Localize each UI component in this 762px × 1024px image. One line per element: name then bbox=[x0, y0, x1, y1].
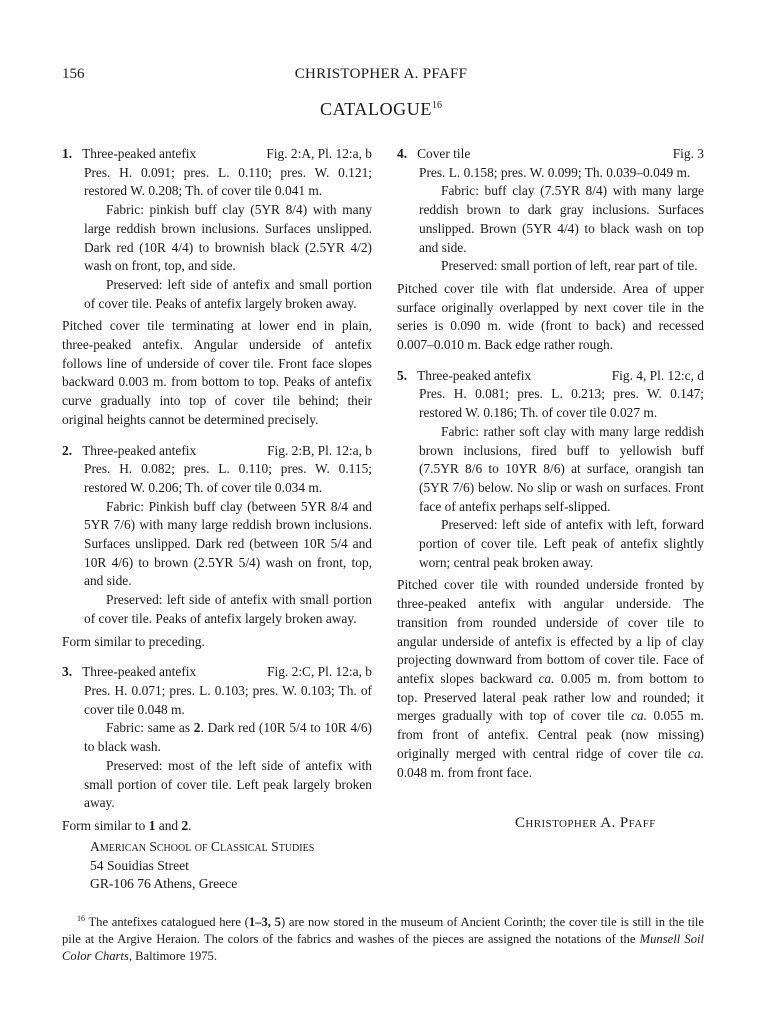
figure-reference: Fig. 2:A, Pl. 12:a, b bbox=[266, 146, 372, 161]
preserved: Preserved: left side of antefix and small portion of cover tile. Peaks of antefix largely broken away. bbox=[84, 276, 372, 311]
footnote-text: ) are now stored in the museum of Ancient Corinth; the cover tile is still in the tile pile at the Argive Heraion. The colors of the fabrics and washes of the pieces are assigned the notations of the bbox=[62, 915, 705, 947]
circa-abbrev: ca. bbox=[538, 670, 555, 686]
description: Pitched cover tile terminating at lower end in plain, three-peaked antefix. Angular underside of antefix follows line of underside of cover tile. Front face slopes backward 0.003 m. from bottom to top. Peaks of antefix curve gradually into top of cover tile behind; their original heights cannot be determined precisely. bbox=[62, 318, 372, 427]
entry-number: 5. bbox=[397, 367, 408, 383]
preserved: Preserved: left side of antefix with left, forward portion of cover tile. Left peak of antefix slightly worn; central peak broken away. bbox=[419, 517, 704, 570]
entry-cross-reference: 1–3, 5 bbox=[248, 915, 281, 930]
description-text: 0.055 m. from front of antefix. Central peak (now missing) originally merged with central ridge of cover tile bbox=[397, 708, 704, 761]
entry-name: Three-peaked antefix bbox=[82, 664, 197, 680]
catalogue-entry-1 bbox=[62, 145, 372, 430]
entry-number: 2. bbox=[62, 442, 73, 458]
catalogue-entry-2 bbox=[62, 442, 372, 652]
footnote-marker[interactable]: 16 bbox=[431, 100, 442, 111]
fabric-text: Fabric: same as bbox=[106, 720, 191, 736]
fabric-text: . Dark red (10R 5/4 to 10R 4/6) to black wash. bbox=[84, 720, 372, 755]
description-text: Form similar to bbox=[62, 817, 146, 833]
description-text: Pitched cover tile with rounded underside fronted by three-peaked antefix with angular underside. The transition from rounded underside of cover tile to angular underside of antefix is effected by a lip of clay projecting downward from bottom of cover tile. Face of antefix slopes backward bbox=[397, 577, 704, 686]
address-city: GR-106 76 Athens, Greece bbox=[90, 876, 238, 892]
preserved: Preserved: small portion of left, rear part of tile. bbox=[441, 258, 698, 274]
left-column bbox=[62, 145, 372, 836]
catalogue-entry-5 bbox=[397, 367, 704, 782]
entry-name: Three-peaked antefix bbox=[82, 442, 197, 458]
fabric: Fabric: buff clay (7.5YR 8/4) with many large reddish brown to dark gray inclusions. Surfaces unslipped. Brown (5YR 4/4) to black wash on top and side. bbox=[419, 183, 704, 255]
dimensions: Pres. H. 0.081; pres. L. 0.213; pres. W. 0.147; restored W. 0.186; Th. of cover tile 0.027 m. bbox=[419, 386, 704, 421]
entry-cross-reference: 2 bbox=[181, 817, 189, 833]
entry-name: Three-peaked antefix bbox=[82, 146, 197, 161]
dimensions: Pres. H. 0.091; pres. L. 0.110; pres. W. 0.121; restored W. 0.208; Th. of cover tile 0.041 m. bbox=[84, 164, 372, 199]
dimensions: Pres. H. 0.071; pres. L. 0.103; pres. W. 0.103; Th. of cover tile 0.048 m. bbox=[84, 682, 372, 717]
catalogue-title bbox=[0, 99, 762, 120]
preserved: Preserved: most of the left side of antefix with small portion of cover tile. Left peak largely broken away. bbox=[84, 757, 372, 811]
figure-reference: Fig. 4, Pl. 12:c, d bbox=[611, 367, 704, 383]
fabric: Fabric: rather soft clay with many large reddish brown inclusions, fired buff to yellowish buff (7.5YR 8/6 to 10YR 8/6) at surface, orangish tan (5YR 7/6) below. No slip or wash on surfaces. Front face of antefix perhaps self-slipped. bbox=[419, 423, 704, 514]
address-institution: American School of Classical Studies bbox=[90, 839, 315, 854]
footnote-text: The antefixes catalogued here ( bbox=[88, 915, 249, 930]
fabric: Fabric: pinkish buff clay (5YR 8/4) with many large reddish brown inclusions. Surfaces unslipped. Dark red (10R 4/4) to brownish black (2.5YR 4/2) wash on front, top, and side. bbox=[84, 202, 372, 274]
circa-abbrev: ca. bbox=[688, 745, 704, 761]
entry-cross-reference: 1 bbox=[148, 817, 156, 833]
right-column bbox=[397, 145, 704, 782]
author-address bbox=[90, 838, 314, 894]
entry-name: Three-peaked antefix bbox=[417, 367, 532, 383]
description bbox=[397, 576, 704, 782]
figure-reference: Fig. 3 bbox=[672, 146, 704, 161]
entry-heading bbox=[62, 442, 372, 461]
entry-heading bbox=[397, 145, 704, 164]
description bbox=[62, 817, 372, 836]
description-text: and bbox=[158, 817, 179, 833]
description: Pitched cover tile with flat underside. Area of upper surface originally overlapped by next cover tile in the series is 0.090 m. wide (front to back) and recessed 0.007–0.010 m. Back edge rather rough. bbox=[397, 280, 704, 353]
page-number: 156 bbox=[62, 66, 85, 82]
circa-abbrev: ca. bbox=[630, 708, 647, 724]
dimensions: Pres. L. 0.158; pres. W. 0.099; Th. 0.039–0.049 m. bbox=[419, 164, 691, 180]
entry-heading bbox=[397, 367, 704, 386]
description: Form similar to preceding. bbox=[62, 633, 205, 649]
preserved: Preserved: left side of antefix with small portion of cover tile. Peaks of antefix largely broken away. bbox=[84, 592, 372, 626]
entry-number: 1. bbox=[62, 146, 73, 161]
entry-number: 4. bbox=[397, 146, 408, 161]
description-text: 0.048 m. from front face. bbox=[397, 764, 532, 780]
footnote-number: 16 bbox=[76, 914, 85, 923]
entry-heading bbox=[62, 663, 372, 682]
running-head: CHRISTOPHER A. PFAFF bbox=[294, 66, 468, 82]
entry-name: Cover tile bbox=[417, 146, 471, 161]
footnote-text: , Baltimore 1975. bbox=[128, 949, 217, 964]
figure-reference: Fig. 2:B, Pl. 12:a, b bbox=[267, 442, 372, 458]
entry-number: 3. bbox=[62, 664, 73, 680]
entry-cross-reference: 2 bbox=[193, 720, 201, 736]
catalogue-entry-4 bbox=[397, 145, 704, 355]
cited-title: Munsell Soil Color Charts bbox=[62, 932, 704, 964]
catalogue-entry-3 bbox=[62, 663, 372, 835]
figure-reference: Fig. 2:C, Pl. 12:a, b bbox=[267, 664, 372, 680]
author-signature: Christopher A. Pfaff bbox=[515, 815, 656, 831]
dimensions: Pres. H. 0.082; pres. L. 0.110; pres. W. 0.115; restored W. 0.206; Th. of cover tile 0.034 m. bbox=[84, 461, 372, 495]
entry-heading bbox=[62, 145, 372, 164]
address-street: 54 Souidias Street bbox=[90, 857, 189, 873]
description-text: . bbox=[188, 817, 192, 833]
fabric bbox=[62, 719, 372, 756]
footnote-16 bbox=[62, 910, 704, 965]
description-text: 0.005 m. from bottom to top. Preserved lateral peak rather low and rounded; it merges gradually with top of cover tile bbox=[397, 670, 704, 724]
catalogue-title-text: CATALOGUE bbox=[320, 99, 432, 119]
fabric: Fabric: Pinkish buff clay (between 5YR 8/4 and 5YR 7/6) with many large reddish brown inclusions. Surfaces unslipped. Dark red (between 10R 5/4 and 10R 4/6) to brown (2.5YR 5/4) wash on front, top, and side. bbox=[84, 498, 372, 589]
